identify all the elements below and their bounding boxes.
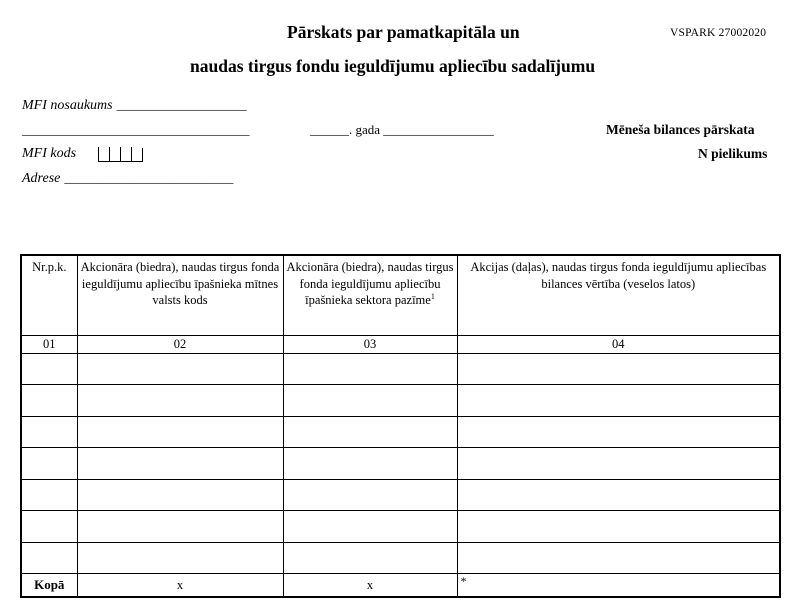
total-cell-3: x bbox=[283, 574, 457, 598]
table-cell[interactable] bbox=[77, 479, 283, 511]
year-blank: _________________ bbox=[383, 122, 494, 137]
table-row[interactable] bbox=[21, 385, 780, 417]
table-cell[interactable] bbox=[77, 448, 283, 480]
table-cell[interactable] bbox=[457, 448, 780, 480]
column-number: 03 bbox=[283, 335, 457, 353]
year-prefix: ______. gada bbox=[310, 122, 381, 137]
mfi-code-label: MFI kods bbox=[22, 146, 77, 161]
table-cell[interactable] bbox=[283, 511, 457, 543]
column-number: 04 bbox=[457, 335, 780, 353]
mfi-name-second-line[interactable]: ___________________________________ bbox=[22, 122, 250, 137]
table-cell[interactable] bbox=[457, 385, 780, 417]
mfi-code-field[interactable] bbox=[22, 144, 143, 162]
data-table bbox=[20, 254, 781, 598]
header-col-3-text: Akcionāra (biedra), naudas tirgus fonda ieguldījumu apliecību īpašnieka sektora pazīme bbox=[286, 260, 454, 307]
table-cell[interactable] bbox=[77, 385, 283, 417]
annex-label: N pielikums bbox=[698, 146, 768, 161]
table-cell[interactable] bbox=[283, 353, 457, 385]
table-cell[interactable] bbox=[21, 479, 77, 511]
column-number: 01 bbox=[21, 335, 77, 353]
table-cell[interactable] bbox=[21, 385, 77, 417]
address-field[interactable] bbox=[22, 169, 233, 187]
total-row bbox=[21, 574, 780, 598]
table-row[interactable] bbox=[21, 416, 780, 448]
table-row[interactable] bbox=[21, 448, 780, 480]
table-row[interactable] bbox=[21, 542, 780, 574]
header-col-3 bbox=[283, 255, 457, 335]
mfi-code-boxes[interactable] bbox=[98, 144, 143, 162]
table-row[interactable] bbox=[21, 479, 780, 511]
table-row[interactable] bbox=[21, 353, 780, 385]
mfi-name-field[interactable] bbox=[22, 96, 247, 114]
table-cell[interactable] bbox=[21, 511, 77, 543]
form-code: VSPARK 27002020 bbox=[670, 27, 767, 39]
header-row bbox=[21, 255, 780, 335]
table-cell[interactable] bbox=[283, 542, 457, 574]
table-cell[interactable] bbox=[21, 416, 77, 448]
header-col-2-text: Akcionāra (biedra), naudas tirgus fonda ieguldījumu apliecību īpašnieka mītnes valsts kods bbox=[80, 260, 280, 307]
table-cell[interactable] bbox=[457, 511, 780, 543]
column-number-row bbox=[21, 335, 780, 353]
table-cell[interactable] bbox=[283, 448, 457, 480]
header-col-4 bbox=[457, 255, 780, 335]
table-row[interactable] bbox=[21, 511, 780, 543]
table-cell[interactable] bbox=[283, 479, 457, 511]
table-cell[interactable] bbox=[283, 416, 457, 448]
table-cell[interactable] bbox=[77, 511, 283, 543]
report-name: Mēneša bilances pārskata bbox=[606, 122, 755, 137]
mfi-name-blank: ____________________ bbox=[116, 97, 247, 112]
table-cell[interactable] bbox=[457, 479, 780, 511]
table-cell[interactable] bbox=[457, 542, 780, 574]
table-cell[interactable] bbox=[457, 353, 780, 385]
report-title-line1: Pārskats par pamatkapitāla un bbox=[287, 22, 520, 42]
table-cell[interactable] bbox=[21, 542, 77, 574]
table-cell[interactable] bbox=[21, 448, 77, 480]
report-title-line2: naudas tirgus fondu ieguldījumu apliecību sadalījumu bbox=[190, 56, 596, 76]
table-cell[interactable] bbox=[77, 353, 283, 385]
total-label: Kopā bbox=[21, 574, 77, 598]
year-field[interactable] bbox=[310, 122, 494, 138]
table-cell[interactable] bbox=[77, 416, 283, 448]
header-col-2 bbox=[77, 255, 283, 335]
table-cell[interactable] bbox=[457, 416, 780, 448]
table-cell[interactable] bbox=[283, 385, 457, 417]
header-col-4-text: Akcijas (daļas), naudas tirgus fonda ieguldījumu apliecības bilances vērtība (veselos latos) bbox=[470, 260, 767, 291]
footnote-marker: 1 bbox=[430, 291, 435, 301]
total-cell-4[interactable]: * bbox=[457, 574, 780, 598]
table-cell[interactable] bbox=[77, 542, 283, 574]
header-col-1: Nr.p.k. bbox=[21, 255, 77, 335]
mfi-name-label: MFI nosaukums bbox=[22, 98, 113, 113]
address-blank: __________________________ bbox=[64, 170, 234, 185]
address-label: Adrese bbox=[22, 171, 61, 186]
table-cell[interactable] bbox=[21, 353, 77, 385]
total-cell-2: x bbox=[77, 574, 283, 598]
column-number: 02 bbox=[77, 335, 283, 353]
